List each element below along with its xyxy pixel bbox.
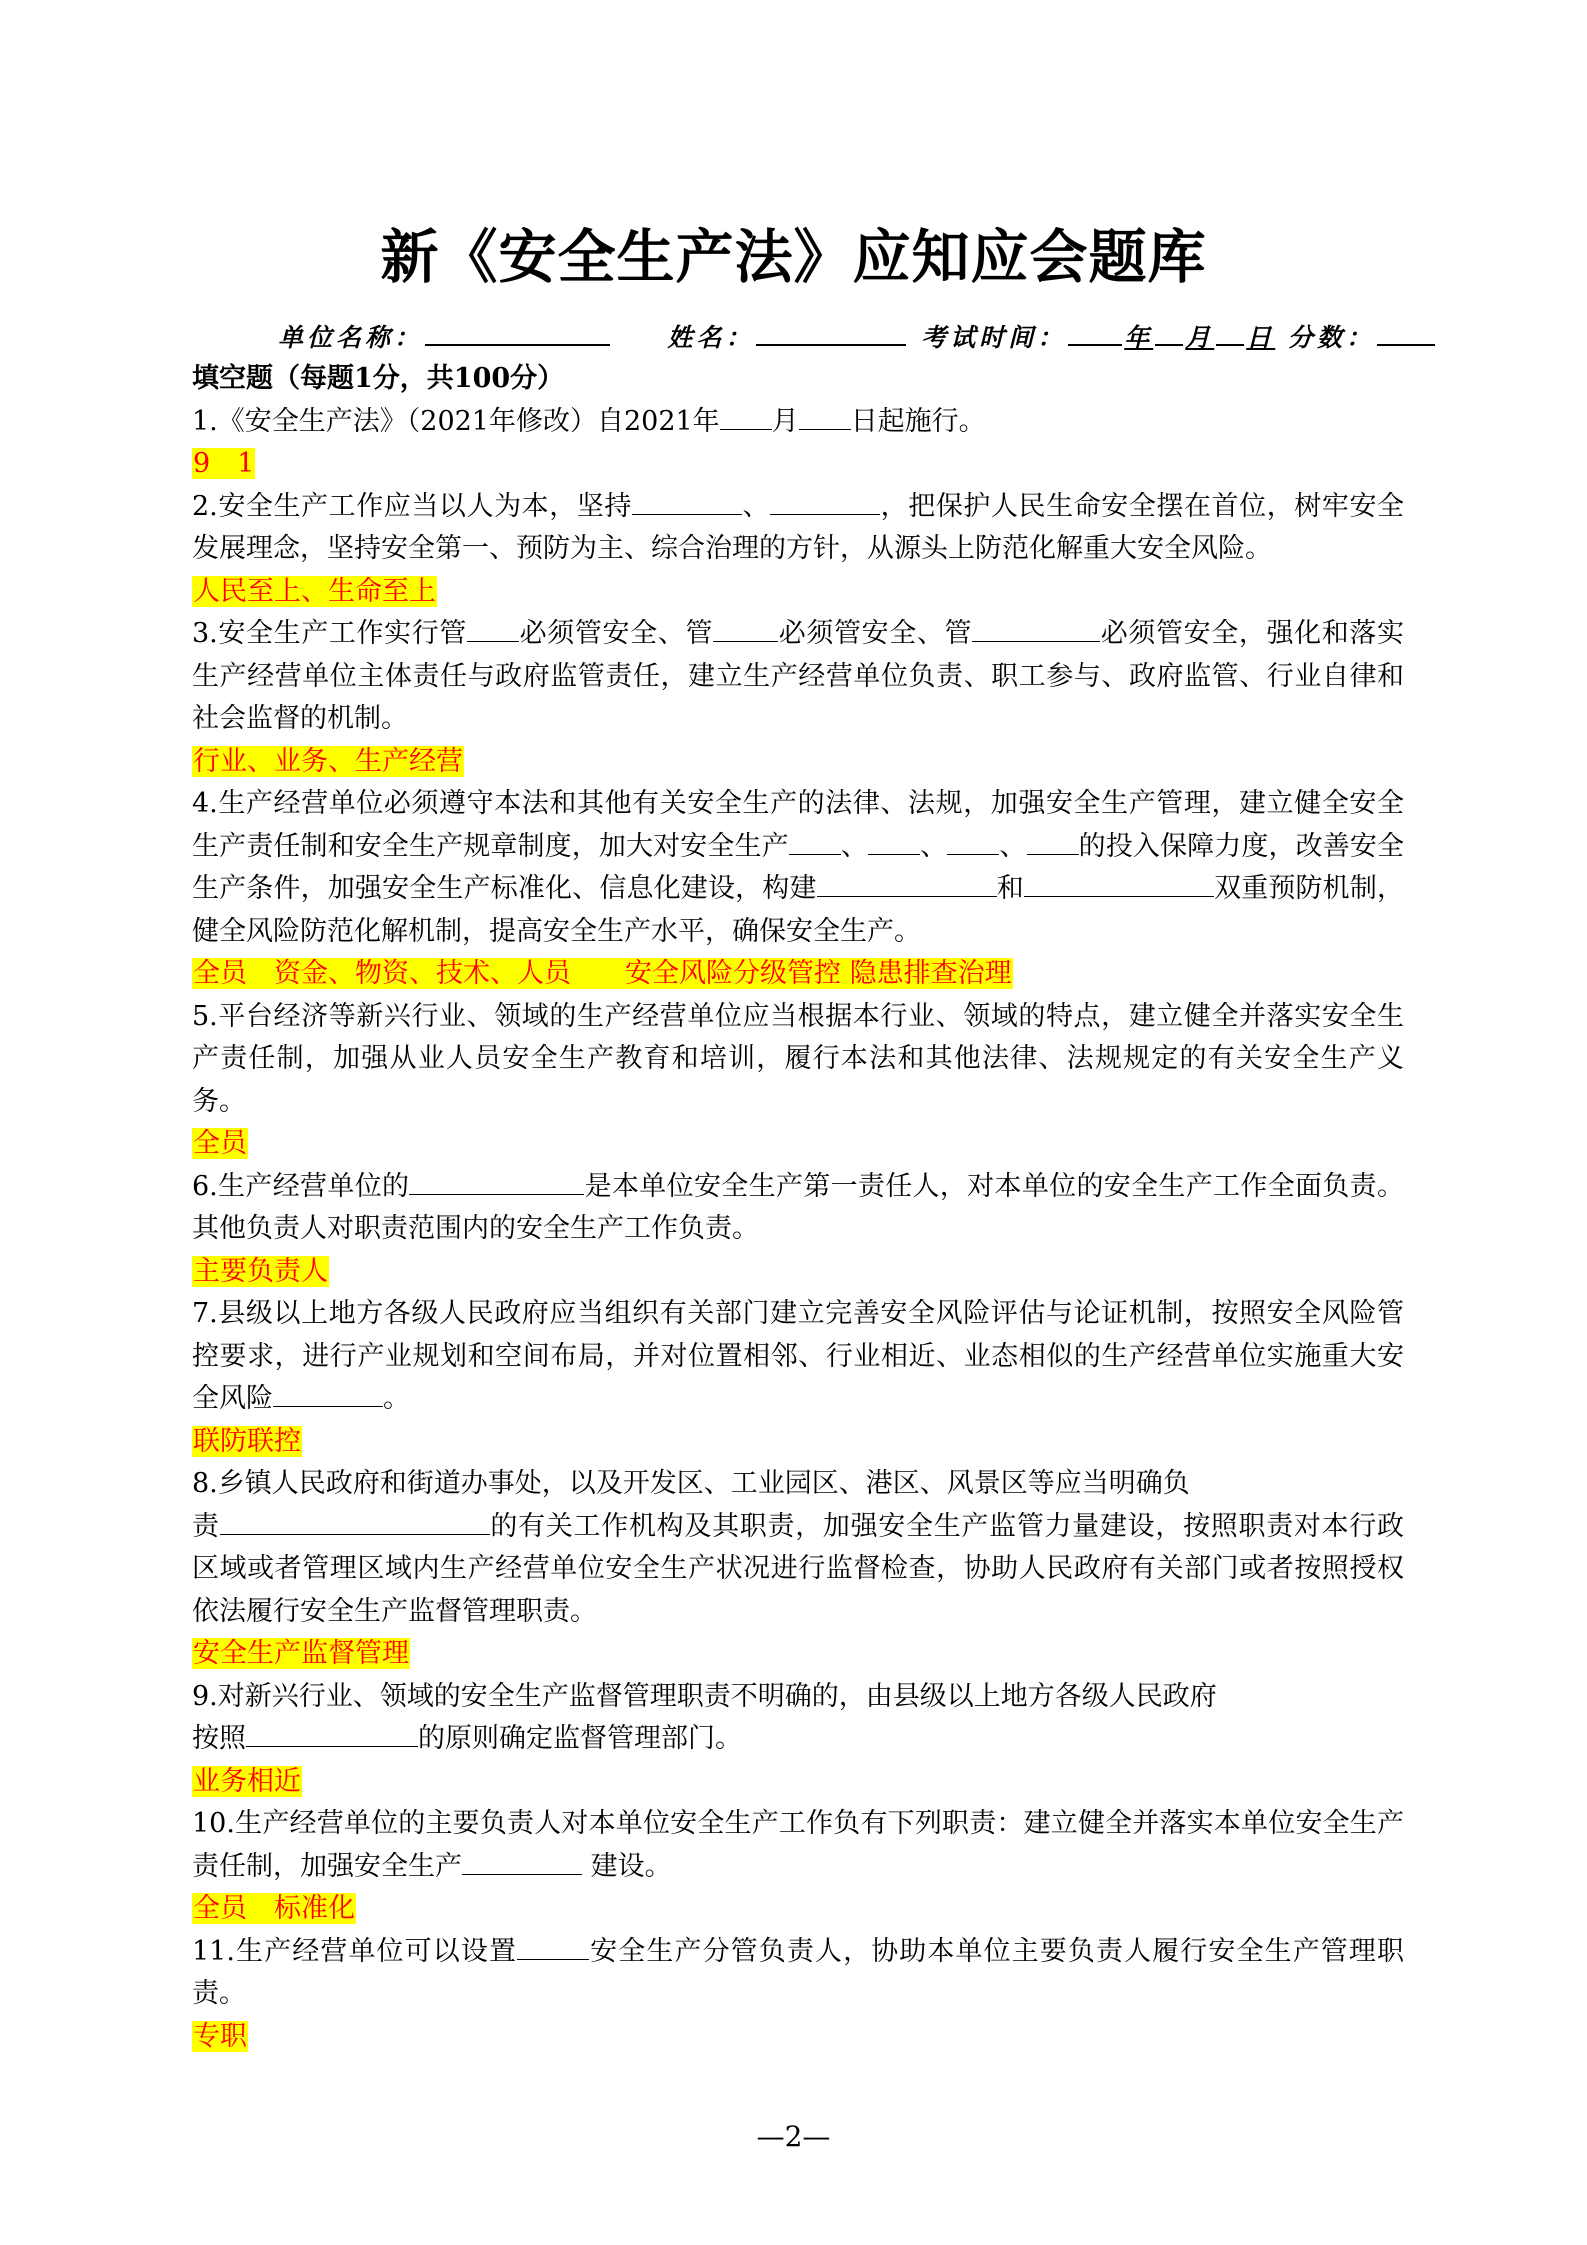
blank xyxy=(467,617,519,642)
section-heading: 填空题（每题1分，共100分） xyxy=(192,363,565,394)
answer-6: 主要负责人 xyxy=(193,1255,328,1287)
answer-3: 行业、业务、生产经营 xyxy=(193,745,463,777)
blank xyxy=(817,872,997,897)
question-1: 1.《安全生产法》（2021年修改）自2021年 月 日起施行。 xyxy=(192,405,986,437)
blank xyxy=(462,1850,582,1875)
question-4: 4.生产经营单位必须遵守本法和其他有关安全生产的法律、法规，加强安全生产管理，建立健全安全生产责任制和安全生产规章制度，加大对安全生产 、 、 、 的投入保障力度，改善安全生产条件，加强安全生产标准化、信息化建设，构建 和 双重预防机制，健全风险防范化解机制，提高安全生产水平，确保安全生产。 xyxy=(192,788,1404,947)
question-list xyxy=(192,358,1404,2058)
unit-blank xyxy=(425,318,610,346)
question-7: 7.县级以上地方各级人民政府应当组织有关部门建立完善安全风险评估与论证机制，按照安全风险管控要求，进行产业规划和空间布局，并对位置相邻、行业相近、业态相似的生产经营单位实施重大安全风险 。 xyxy=(192,1298,1404,1414)
answer-1: 9 1 xyxy=(193,448,255,479)
question-2: 2.安全生产工作应当以人为本，坚持 、 ，把保护人民生命安全摆在首位，树牢安全发展理念，坚持安全第一、预防为主、综合治理的方针，从源头上防范化解重大安全风险。 xyxy=(192,490,1405,564)
blank xyxy=(1024,872,1214,897)
answer-9: 业务相近 xyxy=(193,1765,301,1797)
question-11: 11.生产经营单位可以设置 安全生产分管负责人，协助本单位主要负责人履行安全生产管理职责。 xyxy=(192,1935,1404,2009)
question-10: 10.生产经营单位的主要负责人对本单位安全生产工作负有下列职责：建立健全并落实本单位安全生产责任制，加强安全生产 建设。 xyxy=(192,1808,1404,1882)
question-5: 5.平台经济等新兴行业、领域的生产经营单位应当根据本行业、领域的特点，建立健全并落实安全生产责任制，加强从业人员安全生产教育和培训，履行本法和其他法律、法规规定的有关安全生产义务。 xyxy=(192,1000,1405,1117)
score-blank xyxy=(1377,318,1435,346)
year-label: 年 xyxy=(1124,323,1154,352)
score-label: 分数： xyxy=(1287,323,1375,352)
time-blank xyxy=(1068,318,1122,346)
time-label: 考试时间： xyxy=(921,323,1067,352)
blank xyxy=(770,490,880,515)
blank xyxy=(632,490,742,515)
answer-4: 全员 资金、物资、技术、人员 安全风险分级管控 隐患排查治理 xyxy=(193,958,1012,989)
day-label: 日 xyxy=(1246,323,1276,352)
blank xyxy=(246,1722,418,1747)
answer-5: 全员 xyxy=(193,1128,247,1159)
blank xyxy=(1027,830,1079,855)
question-6: 6.生产经营单位的 是本单位安全生产第一责任人，对本单位的安全生产工作全面负责。其他负责人对职责范围内的安全生产工作负责。 xyxy=(192,1170,1405,1244)
answer-8: 安全生产监督管理 xyxy=(193,1638,409,1669)
blank xyxy=(273,1382,383,1407)
blank xyxy=(713,617,778,642)
day-blank xyxy=(1216,318,1244,346)
exam-info-line xyxy=(278,318,1418,354)
blank xyxy=(517,1935,589,1960)
answer-2: 人民至上、生命至上 xyxy=(193,575,436,607)
question-3: 3.安全生产工作实行管 必须管安全、管 必须管安全、管 必须管安全，强化和落实生产经营单位主体责任与政府监管责任，建立生产经营单位负责、职工参与、政府监管、行业自律和社会监督的机制。 xyxy=(192,618,1405,734)
blank xyxy=(947,830,999,855)
blank xyxy=(799,405,851,430)
answer-10: 全员 标准化 xyxy=(193,1893,355,1924)
blank xyxy=(972,617,1100,642)
blank xyxy=(789,830,841,855)
blank xyxy=(868,830,920,855)
answer-7: 联防联控 xyxy=(193,1425,301,1457)
name-blank xyxy=(756,318,906,346)
question-9: 9.对新兴行业、领域的安全生产监督管理职责不明确的，由县级以上地方各级人民政府 按照 的原则确定监督管理部门。 xyxy=(192,1680,1217,1754)
unit-label: 单位名称： xyxy=(278,323,424,352)
month-blank xyxy=(1155,318,1183,346)
blank xyxy=(220,1510,490,1535)
name-label: 姓名： xyxy=(667,323,755,352)
blank xyxy=(409,1170,584,1195)
blank xyxy=(720,405,772,430)
question-8: 8.乡镇人民政府和街道办事处，以及开发区、工业园区、港区、风景区等应当明确负 责 的有关工作机构及其职责，加强安全生产监管力量建设，按照职责对本行政区域或者管理区域内生产经营单位安全生产状况进行监督检查，协助人民政府有关部门或者按照授权依法履行安全生产监督管理职责。 xyxy=(192,1468,1405,1627)
page-title: 新《安全生产法》应知应会题库 xyxy=(380,223,1207,291)
month-label: 月 xyxy=(1185,323,1215,352)
answer-11: 专职 xyxy=(193,2020,247,2052)
page-number: —2— xyxy=(756,2120,831,2153)
